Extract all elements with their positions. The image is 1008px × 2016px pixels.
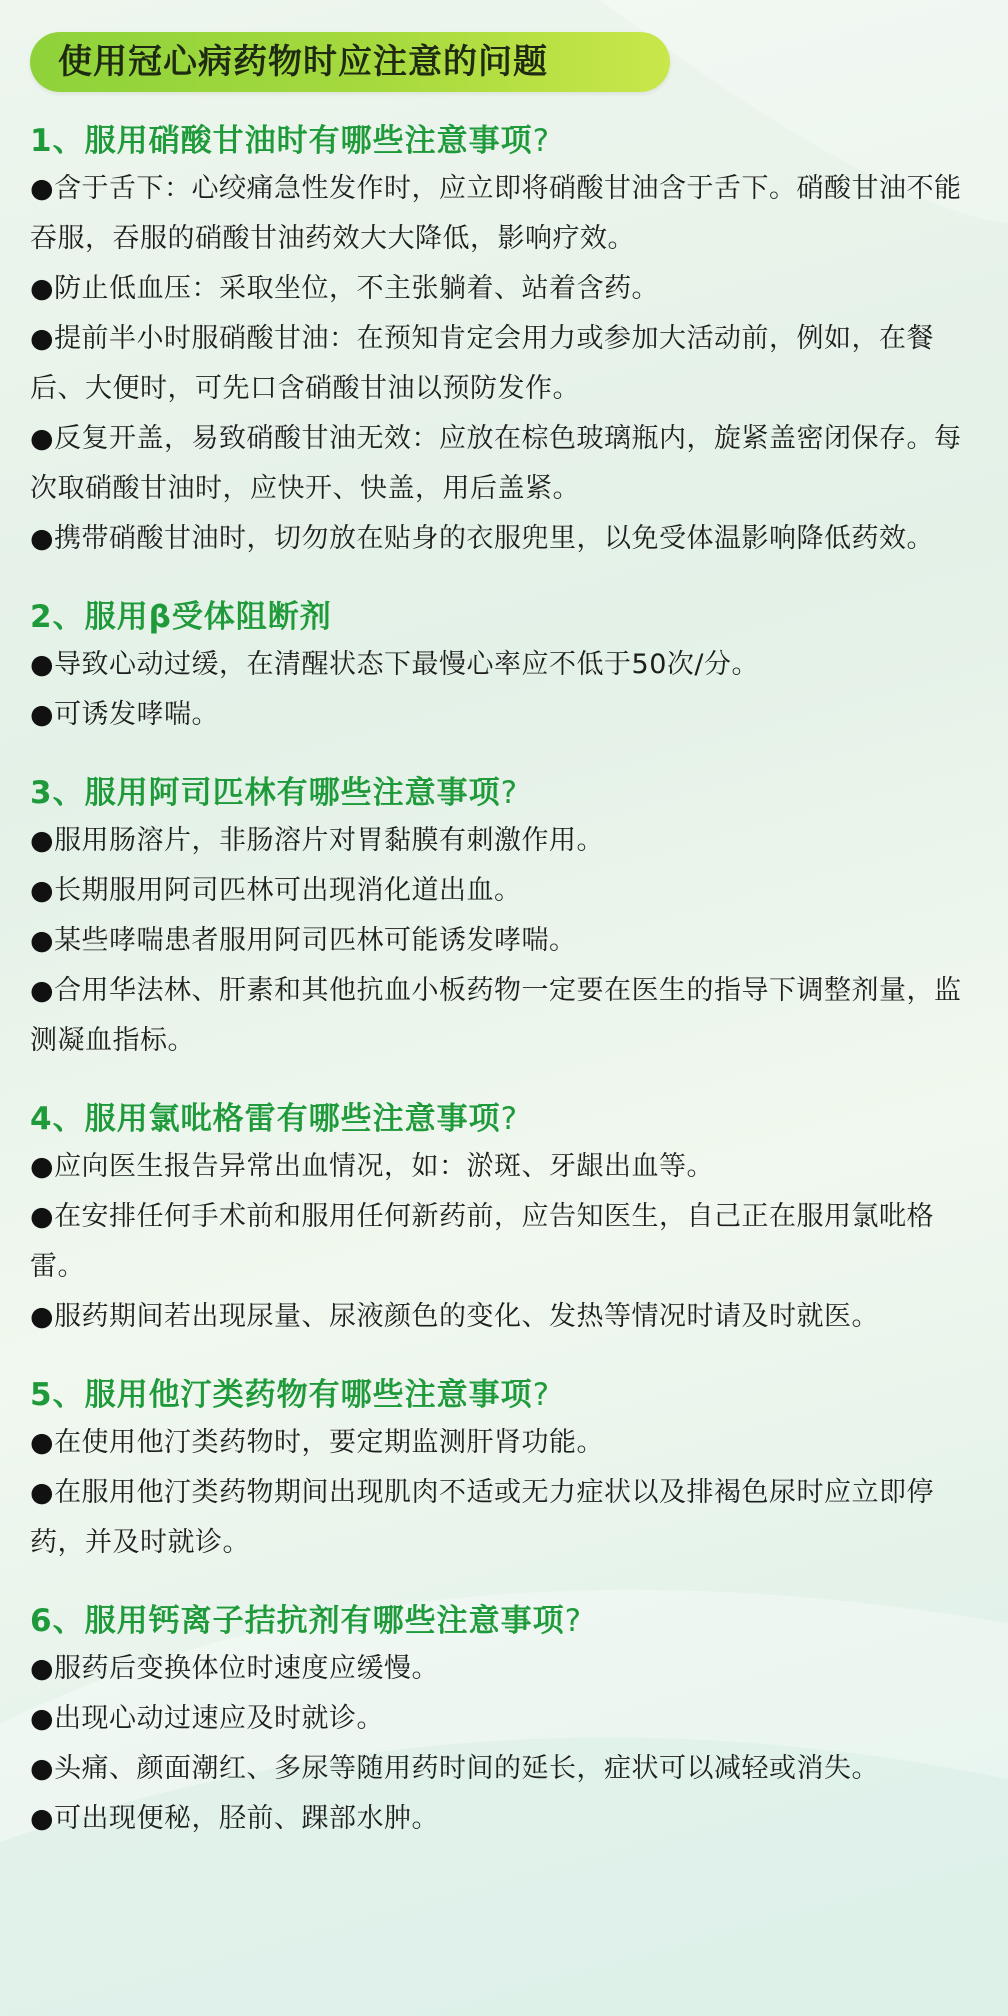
section-heading xyxy=(30,770,980,816)
bullet-text: 长期服用阿司匹林可出现消化道出血。 xyxy=(54,875,522,906)
bullet-dot-icon: ● xyxy=(30,273,55,304)
article-body xyxy=(30,118,980,1874)
bullet-dot-icon: ● xyxy=(30,1477,55,1508)
bullet-text: 某些哮喘患者服用阿司匹林可能诱发哮喘。 xyxy=(54,925,577,956)
bullet-dot-icon: ● xyxy=(30,649,55,680)
section-6 xyxy=(30,1598,980,1844)
bullet-dot-icon: ● xyxy=(30,1753,55,1784)
bullet-item xyxy=(30,1794,980,1844)
bullet-item xyxy=(30,1744,980,1794)
bullet-item xyxy=(30,1142,980,1192)
section-heading-text: 4、服用氯吡格雷有哪些注意事项 xyxy=(30,1101,501,1137)
bullet-dot-icon: ● xyxy=(30,1703,55,1734)
bullet-dot-icon: ● xyxy=(30,825,55,856)
question-mark: ? xyxy=(532,123,551,159)
bullet-text: 出现心动过速应及时就诊。 xyxy=(54,1703,385,1734)
bullet-dot-icon: ● xyxy=(30,423,55,454)
bullet-text: 服药期间若出现尿量、尿液颜色的变化、发热等情况时请及时就医。 xyxy=(54,1301,880,1332)
section-heading-text: 2、服用β受体阻断剂 xyxy=(30,599,332,635)
bullet-item xyxy=(30,966,980,1066)
bullet-dot-icon: ● xyxy=(30,523,55,554)
section-heading-text: 5、服用他汀类药物有哪些注意事项 xyxy=(30,1377,533,1413)
section-heading xyxy=(30,1372,980,1418)
bullet-item xyxy=(30,640,980,690)
bullet-text: 导致心动过缓，在清醒状态下最慢心率应不低于50次/分。 xyxy=(54,649,760,680)
bullet-dot-icon: ● xyxy=(30,925,55,956)
bullet-text: 提前半小时服硝酸甘油：在预知肯定会用力或参加大活动前，例如，在餐后、大便时，可先口含硝酸甘油以预防发作。 xyxy=(30,323,935,404)
bullet-text: 反复开盖，易致硝酸甘油无效：应放在棕色玻璃瓶内，旋紧盖密闭保存。每次取硝酸甘油时，应快开、快盖，用后盖紧。 xyxy=(30,423,962,504)
question-mark: ? xyxy=(500,1101,519,1137)
bullet-item xyxy=(30,1192,980,1292)
section-heading-text: 6、服用钙离子拮抗剂有哪些注意事项 xyxy=(30,1603,565,1639)
section-5 xyxy=(30,1372,980,1568)
bullet-item xyxy=(30,690,980,740)
bullet-text: 可诱发哮喘。 xyxy=(54,699,220,730)
section-heading xyxy=(30,1598,980,1644)
bullet-item xyxy=(30,164,980,264)
question-mark: ? xyxy=(532,1377,551,1413)
bullet-text: 在安排任何手术前和服用任何新药前，应告知医生，自己正在服用氯吡格雷。 xyxy=(30,1201,935,1282)
section-heading-text: 3、服用阿司匹林有哪些注意事项 xyxy=(30,775,501,811)
bullet-dot-icon: ● xyxy=(30,699,55,730)
section-4 xyxy=(30,1096,980,1342)
bullet-text: 服药后变换体位时速度应缓慢。 xyxy=(54,1653,440,1684)
bullet-text: 应向医生报告异常出血情况，如：淤斑、牙龈出血等。 xyxy=(54,1151,715,1182)
page-title: 使用冠心病药物时应注意的问题 xyxy=(58,42,548,82)
bullet-item xyxy=(30,1468,980,1568)
section-2 xyxy=(30,594,980,740)
bullet-text: 合用华法林、肝素和其他抗血小板药物一定要在医生的指导下调整剂量，监测凝血指标。 xyxy=(30,975,962,1056)
section-heading xyxy=(30,594,980,640)
bullet-item xyxy=(30,1644,980,1694)
bullet-text: 携带硝酸甘油时，切勿放在贴身的衣服兜里，以免受体温影响降低药效。 xyxy=(54,523,935,554)
bullet-text: 防止低血压：采取坐位，不主张躺着、站着含药。 xyxy=(54,273,660,304)
bullet-text: 含于舌下：心绞痛急性发作时，应立即将硝酸甘油含于舌下。硝酸甘油不能吞服，吞服的硝酸甘油药效大大降低，影响疗效。 xyxy=(30,173,962,254)
section-heading xyxy=(30,1096,980,1142)
bullet-item xyxy=(30,1418,980,1468)
bullet-dot-icon: ● xyxy=(30,1201,55,1232)
bullet-item xyxy=(30,264,980,314)
section-heading-text: 1、服用硝酸甘油时有哪些注意事项 xyxy=(30,123,533,159)
bullet-item xyxy=(30,414,980,514)
bullet-dot-icon: ● xyxy=(30,1803,55,1834)
question-mark: ? xyxy=(564,1603,583,1639)
bullet-item xyxy=(30,916,980,966)
bullet-item xyxy=(30,816,980,866)
bullet-item xyxy=(30,1292,980,1342)
bullet-item xyxy=(30,866,980,916)
question-mark: ? xyxy=(500,775,519,811)
bullet-text: 头痛、颜面潮红、多尿等随用药时间的延长，症状可以减轻或消失。 xyxy=(54,1753,880,1784)
bullet-item xyxy=(30,314,980,414)
bullet-dot-icon: ● xyxy=(30,1427,55,1458)
bullet-text: 可出现便秘，胫前、踝部水肿。 xyxy=(54,1803,440,1834)
section-3 xyxy=(30,770,980,1066)
bullet-item xyxy=(30,1694,980,1744)
bullet-dot-icon: ● xyxy=(30,1151,55,1182)
section-1 xyxy=(30,118,980,564)
bullet-dot-icon: ● xyxy=(30,1653,55,1684)
bullet-text: 服用肠溶片，非肠溶片对胃黏膜有刺激作用。 xyxy=(54,825,605,856)
bullet-text: 在服用他汀类药物期间出现肌肉不适或无力症状以及排褐色尿时应立即停药，并及时就诊。 xyxy=(30,1477,935,1558)
bullet-dot-icon: ● xyxy=(30,323,55,354)
bullet-item xyxy=(30,514,980,564)
bullet-dot-icon: ● xyxy=(30,1301,55,1332)
bullet-text: 在使用他汀类药物时，要定期监测肝肾功能。 xyxy=(54,1427,605,1458)
section-heading xyxy=(30,118,980,164)
bullet-dot-icon: ● xyxy=(30,875,55,906)
bullet-dot-icon: ● xyxy=(30,975,55,1006)
bullet-dot-icon: ● xyxy=(30,173,55,204)
